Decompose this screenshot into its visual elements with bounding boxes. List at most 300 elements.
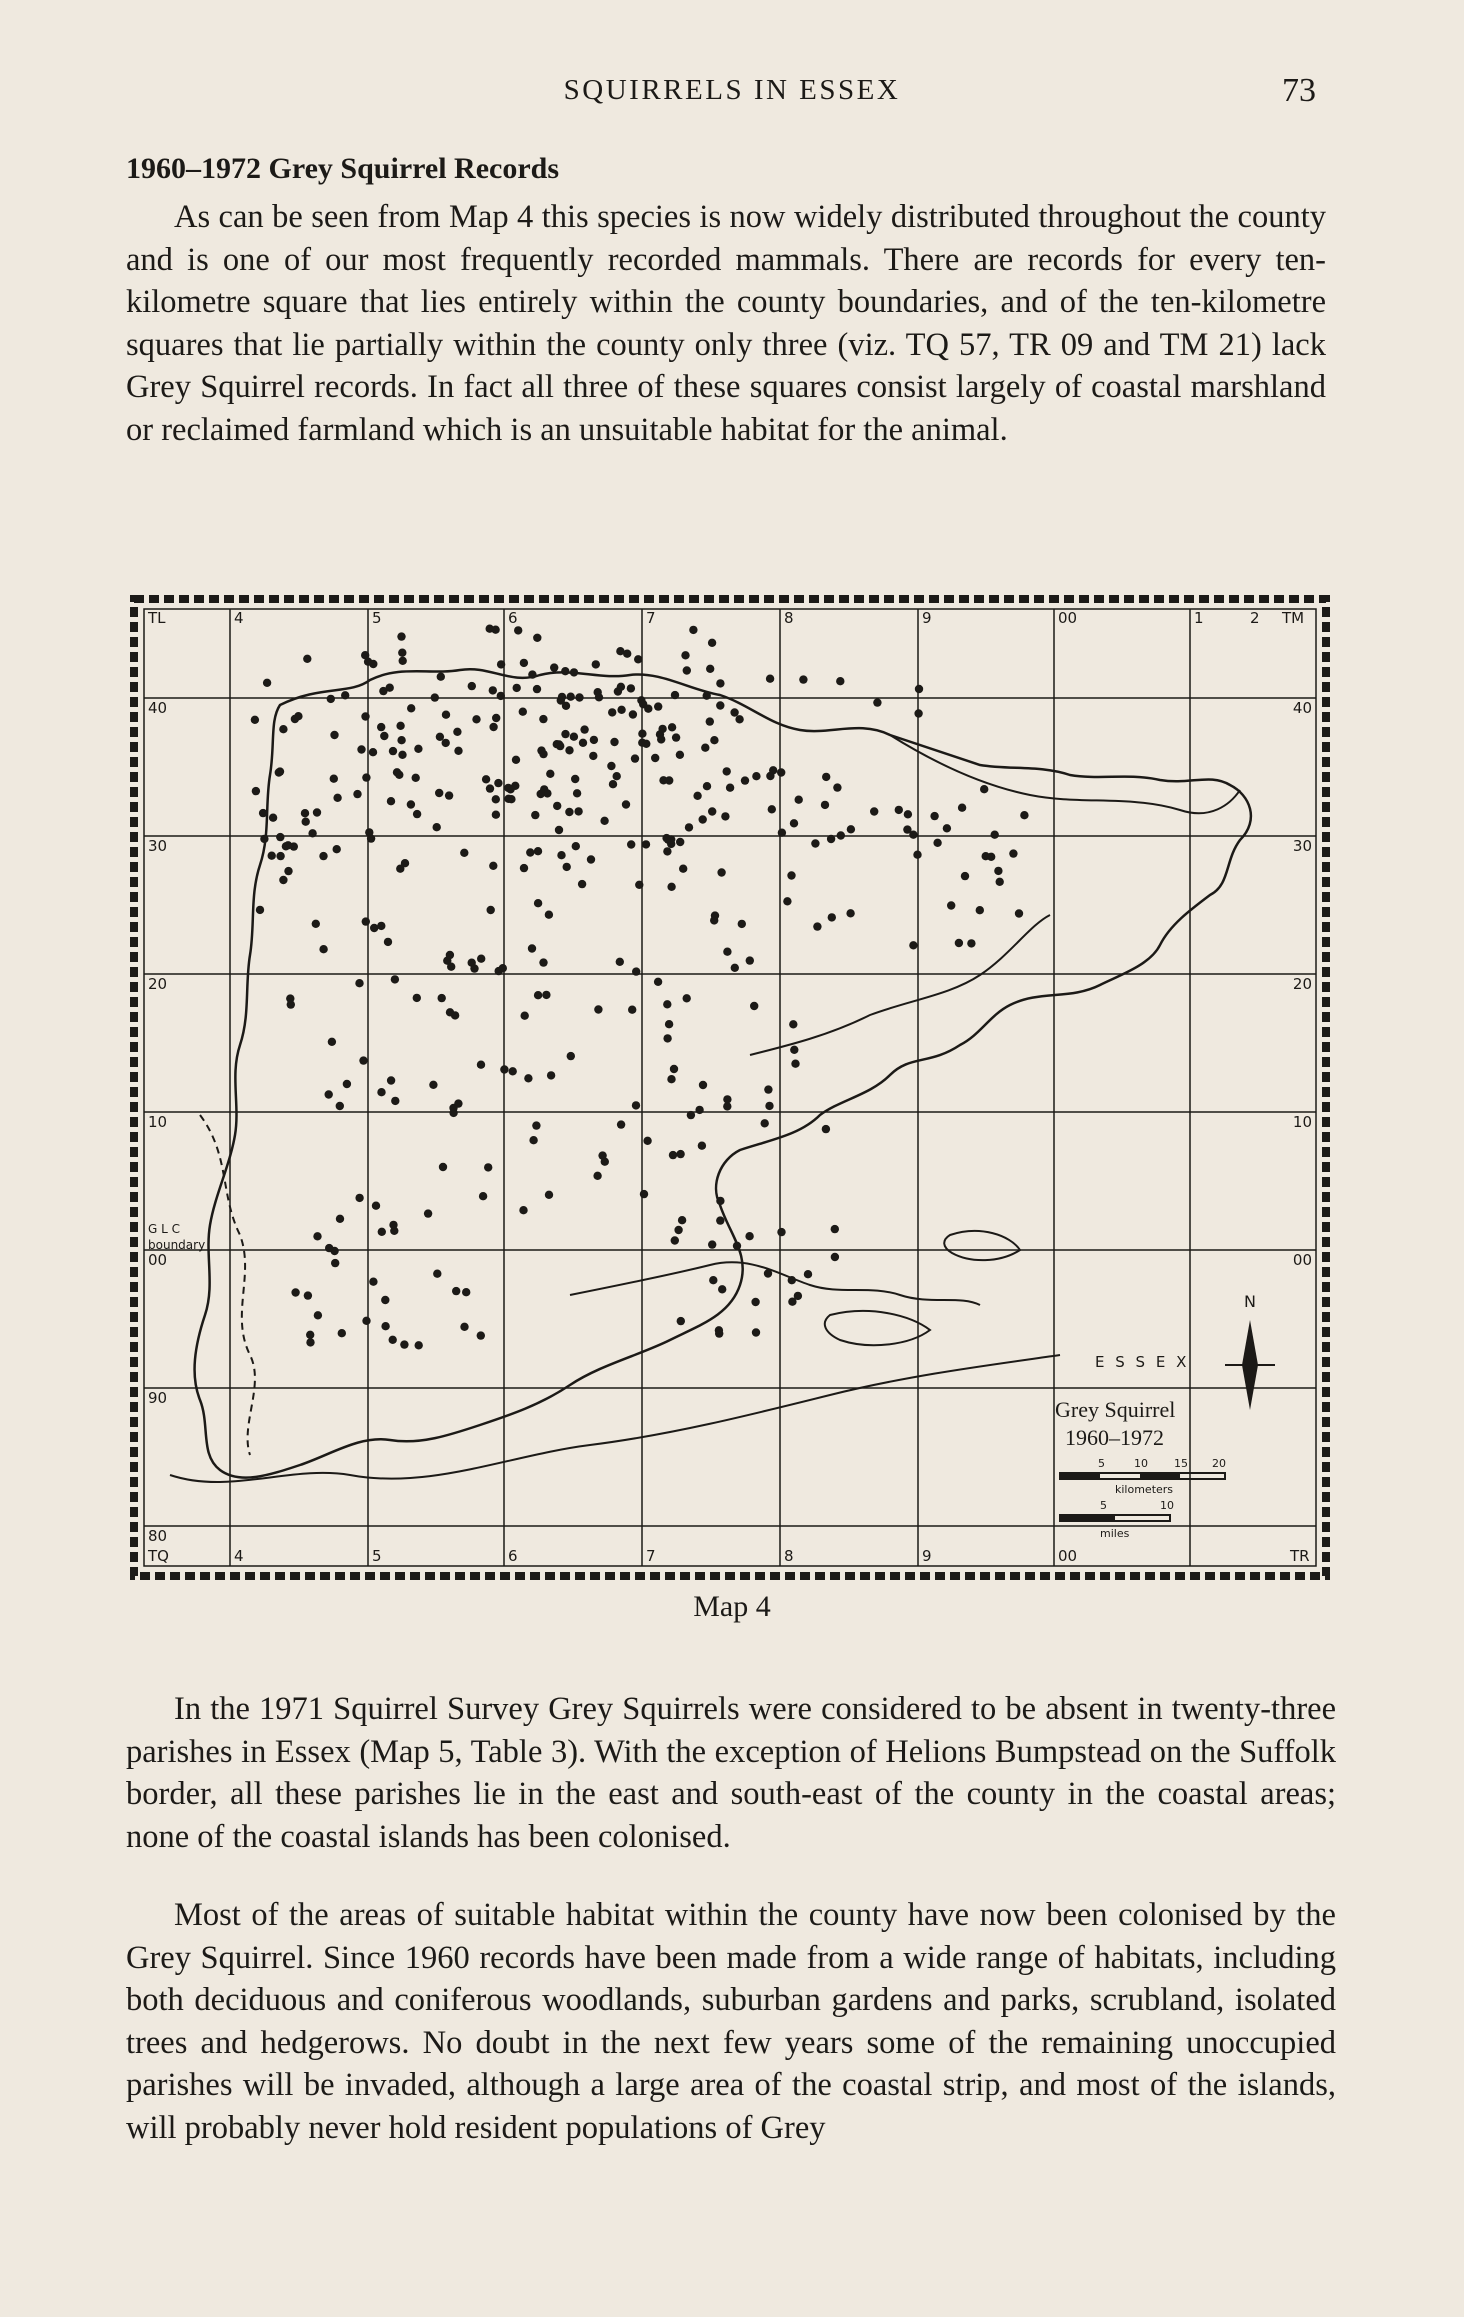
- record-dot: [629, 710, 637, 718]
- record-dot: [497, 692, 505, 700]
- record-dot: [987, 853, 995, 861]
- record-dot: [627, 684, 635, 692]
- record-dot: [398, 751, 406, 759]
- grid-lines: [144, 609, 1316, 1566]
- record-dot: [304, 1291, 312, 1299]
- record-dot: [847, 825, 855, 833]
- record-dot: [319, 945, 327, 953]
- record-dot: [788, 1276, 796, 1284]
- miles-tick: 5: [1100, 1499, 1107, 1512]
- easting-label: 7: [646, 1547, 656, 1565]
- record-dot: [513, 684, 521, 692]
- record-dot: [717, 868, 725, 876]
- record-dot: [442, 739, 450, 747]
- record-dot: [631, 754, 639, 762]
- record-dot: [387, 797, 395, 805]
- record-dot: [313, 1232, 321, 1240]
- record-dot: [449, 1104, 457, 1112]
- running-title: SQUIRRELS IN ESSEX: [563, 74, 901, 106]
- record-dot: [447, 963, 455, 971]
- miles-tick: 10: [1160, 1499, 1174, 1512]
- record-dot: [562, 702, 570, 710]
- record-dot: [833, 783, 841, 791]
- north-label: N: [1244, 1292, 1256, 1311]
- record-dot: [528, 944, 536, 952]
- record-dot: [276, 852, 284, 860]
- northing-label: 40: [1292, 699, 1312, 717]
- record-dot: [452, 1287, 460, 1295]
- easting-labels-top: [147, 609, 1304, 627]
- record-dot: [325, 1244, 333, 1252]
- paragraph-parishes-text: In the 1971 Squirrel Survey Grey Squirrels were considered to be absent in twenty-three parishes in Essex (Map 5, Table 3). With the exception of Helions Bumpstead on the Suffolk border, all these parishes lie in the east and south-east of the county in the coastal areas; none of the coastal islands has been colonised.: [126, 1691, 1336, 1855]
- record-dot: [372, 1202, 380, 1210]
- record-dot: [526, 848, 534, 856]
- record-dot: [553, 802, 561, 810]
- record-dot: [623, 650, 631, 658]
- record-dot: [563, 863, 571, 871]
- record-dot: [330, 775, 338, 783]
- record-dot: [904, 810, 912, 818]
- record-dot: [355, 979, 363, 987]
- record-dot: [699, 1081, 707, 1089]
- record-dot: [961, 872, 969, 880]
- record-dot: [534, 847, 542, 855]
- record-dot: [336, 1215, 344, 1223]
- record-dot: [996, 878, 1004, 886]
- miles-label: miles: [1100, 1527, 1130, 1540]
- record-dot: [752, 1328, 760, 1336]
- record-dot: [570, 733, 578, 741]
- record-dot: [578, 880, 586, 888]
- record-dot: [325, 1090, 333, 1098]
- record-dot: [520, 864, 528, 872]
- northing-label: 00: [1292, 1251, 1312, 1269]
- grid-zone-label: TL: [148, 609, 166, 627]
- record-dot: [976, 906, 984, 914]
- record-dot: [442, 711, 450, 719]
- record-dot: [462, 1288, 470, 1296]
- record-dot: [389, 1336, 397, 1344]
- record-dot: [909, 831, 917, 839]
- record-dot: [433, 823, 441, 831]
- record-dot: [639, 700, 647, 708]
- record-dot: [752, 772, 760, 780]
- easting-label: 2: [1250, 609, 1260, 627]
- record-dot: [913, 851, 921, 859]
- record-dot: [384, 938, 392, 946]
- record-dot: [279, 725, 287, 733]
- record-dot: [822, 773, 830, 781]
- paragraph-parishes: [126, 1688, 1336, 1858]
- record-dot: [723, 1102, 731, 1110]
- record-dot: [600, 817, 608, 825]
- record-dot: [640, 1190, 648, 1198]
- record-dot: [745, 1232, 753, 1240]
- record-dot: [504, 784, 512, 792]
- record-dot: [393, 768, 401, 776]
- record-dot: [477, 955, 485, 963]
- estuary-middle: [750, 915, 1050, 1055]
- record-dot: [695, 1106, 703, 1114]
- record-dot: [377, 1088, 385, 1096]
- map-figure: [130, 595, 1330, 1580]
- record-dot: [276, 833, 284, 841]
- record-dot: [710, 916, 718, 924]
- easting-label: 4: [234, 1547, 244, 1565]
- record-dot: [433, 1270, 441, 1278]
- record-dot: [306, 1338, 314, 1346]
- record-dot: [766, 675, 774, 683]
- record-dot: [730, 708, 738, 716]
- record-dot: [617, 683, 625, 691]
- record-dot: [389, 747, 397, 755]
- record-dot: [362, 773, 370, 781]
- record-dot: [429, 1081, 437, 1089]
- record-dot: [252, 787, 260, 795]
- record-dot: [579, 739, 587, 747]
- record-dot: [282, 842, 290, 850]
- record-dot: [355, 1194, 363, 1202]
- record-dot: [468, 682, 476, 690]
- northing-label: 10: [148, 1113, 168, 1131]
- record-dot: [453, 728, 461, 736]
- distribution-map: [130, 595, 1330, 1580]
- paragraph-habitats-text: Most of the areas of suitable habitat within the county have now been colonised by the Grey Squirrel. Since 1960 records have been made from a wide range of habitats, including both deciduous and coniferous woodlands, suburban gardens and parks, scrubland, isolated trees and hedgerows. No doubt in the next few years some of the remaining unoccupied parishes will be invaded, although a large area of the coastal strip, and most of the islands, will probably never hold resident populations of Grey: [126, 1897, 1336, 2146]
- legend-species: Grey Squirrel: [1055, 1397, 1176, 1422]
- northing-label: 00: [148, 1251, 168, 1269]
- record-dot: [379, 687, 387, 695]
- record-dot: [357, 745, 365, 753]
- record-dot: [710, 736, 718, 744]
- record-dot: [679, 865, 687, 873]
- northing-label: 90: [148, 1389, 168, 1407]
- record-dot: [328, 1038, 336, 1046]
- record-dot: [256, 906, 264, 914]
- record-dot: [634, 655, 642, 663]
- record-dot: [537, 746, 545, 754]
- record-dot: [451, 1011, 459, 1019]
- record-dot: [994, 867, 1002, 875]
- record-dot: [330, 731, 338, 739]
- record-dot: [726, 784, 734, 792]
- easting-label: 00: [1058, 1547, 1078, 1565]
- km-label: kilometers: [1115, 1483, 1174, 1496]
- record-dot: [369, 1278, 377, 1286]
- record-dot: [632, 1101, 640, 1109]
- record-dot: [643, 1137, 651, 1145]
- record-dot: [396, 722, 404, 730]
- record-dot: [667, 835, 675, 843]
- record-dot: [260, 835, 268, 843]
- record-dot: [414, 745, 422, 753]
- grid-zone-label: TM: [1282, 609, 1305, 627]
- record-dot: [529, 1136, 537, 1144]
- record-dot: [716, 701, 724, 709]
- record-dot: [504, 795, 512, 803]
- record-dot: [509, 1067, 517, 1075]
- record-dot: [831, 1225, 839, 1233]
- record-dot: [723, 767, 731, 775]
- record-dot: [573, 789, 581, 797]
- record-dot: [489, 686, 497, 694]
- record-dot: [738, 920, 746, 928]
- record-dot: [407, 704, 415, 712]
- record-dot: [821, 801, 829, 809]
- record-dot: [778, 829, 786, 837]
- record-dot: [557, 851, 565, 859]
- record-dot: [668, 723, 676, 731]
- easting-label: 00: [1058, 609, 1078, 627]
- record-dot: [268, 852, 276, 860]
- record-dot: [286, 994, 294, 1002]
- record-dot: [546, 770, 554, 778]
- record-dot: [460, 1323, 468, 1331]
- map-inner-border: [144, 609, 1316, 1566]
- km-tick: 20: [1212, 1457, 1226, 1470]
- paragraph-intro: [126, 196, 1326, 451]
- record-dot: [380, 732, 388, 740]
- record-dot: [378, 1228, 386, 1236]
- record-dot: [663, 1000, 671, 1008]
- record-dot: [537, 790, 545, 798]
- record-dot: [822, 1125, 830, 1133]
- record-dot: [594, 1005, 602, 1013]
- record-dot: [290, 842, 298, 850]
- record-dot: [676, 751, 684, 759]
- easting-label: 9: [922, 1547, 932, 1565]
- record-dot: [333, 845, 341, 853]
- record-dot: [377, 723, 385, 731]
- paragraph-habitats: [126, 1894, 1336, 2149]
- km-tick: 10: [1134, 1457, 1148, 1470]
- record-dot: [494, 779, 502, 787]
- record-dot: [765, 1102, 773, 1110]
- record-dot: [533, 685, 541, 693]
- record-dot: [671, 691, 679, 699]
- record-dot: [589, 752, 597, 760]
- record-dot: [594, 688, 602, 696]
- record-dot: [398, 649, 406, 657]
- northing-labels-left: [148, 699, 167, 1545]
- record-dot: [617, 1120, 625, 1128]
- record-dot: [676, 838, 684, 846]
- record-dot: [828, 913, 836, 921]
- km-tick: 5: [1098, 1457, 1105, 1470]
- record-dot: [491, 626, 499, 634]
- easting-label: 6: [508, 1547, 518, 1565]
- record-dot: [609, 780, 617, 788]
- record-dot: [435, 789, 443, 797]
- record-dot: [312, 920, 320, 928]
- northing-label: 80: [148, 1527, 168, 1545]
- record-dot: [439, 1163, 447, 1171]
- record-dot: [561, 667, 569, 675]
- record-dot: [567, 693, 575, 701]
- northing-label: 30: [148, 837, 168, 855]
- record-dot: [667, 1075, 675, 1083]
- record-dot: [789, 1020, 797, 1028]
- record-dot: [545, 911, 553, 919]
- record-dot: [718, 1285, 726, 1293]
- record-dot: [413, 810, 421, 818]
- record-dot: [787, 871, 795, 879]
- record-dot: [587, 855, 595, 863]
- record-dot: [783, 897, 791, 905]
- record-dot: [967, 939, 975, 947]
- record-dot: [539, 715, 547, 723]
- record-dot: [555, 826, 563, 834]
- record-dot: [909, 941, 917, 949]
- record-dot: [799, 675, 807, 683]
- record-dot: [750, 1002, 758, 1010]
- record-dot: [676, 1150, 684, 1158]
- record-dot: [777, 1228, 785, 1236]
- record-dot: [628, 1006, 636, 1014]
- record-dot: [477, 1061, 485, 1069]
- record-dot: [472, 715, 480, 723]
- record-dot: [616, 958, 624, 966]
- easting-label: 6: [508, 609, 518, 627]
- record-dot: [359, 1056, 367, 1064]
- northing-label: 20: [1292, 975, 1312, 993]
- record-dot: [659, 776, 667, 784]
- record-dot: [269, 814, 277, 822]
- record-dot: [519, 708, 527, 716]
- record-dot: [943, 824, 951, 832]
- record-dot: [607, 762, 615, 770]
- record-dot: [528, 670, 536, 678]
- record-dot: [716, 679, 724, 687]
- record-dot: [693, 792, 701, 800]
- record-dot: [547, 1071, 555, 1079]
- easting-label: 4: [234, 609, 244, 627]
- map-legend: [1055, 1353, 1226, 1540]
- record-dot: [638, 730, 646, 738]
- record-dot: [313, 808, 321, 816]
- paragraph-intro-text: As can be seen from Map 4 this species is now widely distributed throughout the county and is one of our most frequently recorded mammals. There are records for every ten-kilometre square that lies entirely within the county boundaries, and of the ten-kilometre squares that lie partially within the county only three (viz. TQ 57, TR 09 and TM 21) lack Grey Squirrel records. In fact all three of these squares consist largely of coastal marshland or reclaimed farmland which is an unsuitable habitat for the animal.: [126, 199, 1326, 448]
- record-dot: [681, 651, 689, 659]
- record-dot: [327, 695, 335, 703]
- record-dot: [827, 835, 835, 843]
- record-dot: [709, 1276, 717, 1284]
- record-dot: [251, 716, 259, 724]
- record-dot: [387, 1076, 395, 1084]
- record-dot: [706, 717, 714, 725]
- northing-label: 40: [148, 699, 168, 717]
- record-dot: [777, 768, 785, 776]
- record-dot: [275, 768, 283, 776]
- record-dot: [484, 1163, 492, 1171]
- record-dot: [353, 790, 361, 798]
- record-dot: [701, 744, 709, 752]
- record-dot: [361, 712, 369, 720]
- record-dot: [534, 991, 542, 999]
- county-outline: [195, 669, 1251, 1477]
- record-dot: [369, 748, 377, 756]
- record-dot: [955, 939, 963, 947]
- record-dot: [397, 632, 405, 640]
- easting-label: 7: [646, 609, 656, 627]
- record-dot: [791, 1060, 799, 1068]
- record-dot: [492, 795, 500, 803]
- grid-zone-label: TQ: [148, 1547, 169, 1565]
- record-dot: [306, 1331, 314, 1339]
- record-dot: [333, 794, 341, 802]
- record-dot: [499, 964, 507, 972]
- record-dot: [412, 774, 420, 782]
- record-dot: [542, 991, 550, 999]
- record-dot: [533, 634, 541, 642]
- record-dot: [674, 1226, 682, 1234]
- glc-label-line1: G L C: [148, 1222, 180, 1236]
- record-dot: [608, 708, 616, 716]
- record-dot: [407, 800, 415, 808]
- record-dot: [846, 909, 854, 917]
- record-dot: [741, 776, 749, 784]
- record-dot: [665, 1020, 673, 1028]
- record-dot: [400, 1340, 408, 1348]
- record-dot: [715, 1329, 723, 1337]
- record-dot: [415, 1341, 423, 1349]
- record-dot: [790, 1046, 798, 1054]
- record-dot: [751, 1298, 759, 1306]
- record-dot: [308, 829, 316, 837]
- record-dot: [521, 1012, 529, 1020]
- record-dot: [399, 657, 407, 665]
- record-dot: [804, 1270, 812, 1278]
- record-dot: [532, 1121, 540, 1129]
- record-dot: [813, 922, 821, 930]
- record-dot: [424, 1209, 432, 1217]
- record-dot: [746, 956, 754, 964]
- record-dot: [958, 804, 966, 812]
- record-dot: [401, 859, 409, 867]
- record-dot: [545, 1191, 553, 1199]
- record-dot: [470, 964, 478, 972]
- easting-label: 1: [1194, 609, 1204, 627]
- record-dot: [259, 809, 267, 817]
- record-dot: [284, 867, 292, 875]
- record-dot: [500, 1065, 508, 1073]
- island: [825, 1311, 930, 1345]
- record-dot: [343, 1080, 351, 1088]
- record-dot: [413, 994, 421, 1002]
- record-dot: [703, 782, 711, 790]
- record-dot: [580, 725, 588, 733]
- record-dot: [336, 1102, 344, 1110]
- record-dot: [642, 740, 650, 748]
- record-dot: [716, 1197, 724, 1205]
- record-dot: [610, 738, 618, 746]
- record-dot: [389, 1221, 397, 1229]
- record-dot: [768, 805, 776, 813]
- record-dot: [1009, 849, 1017, 857]
- record-dot: [733, 1242, 741, 1250]
- legend-years: 1960–1972: [1065, 1425, 1164, 1450]
- record-dot: [654, 702, 662, 710]
- record-dot: [723, 948, 731, 956]
- record-dot: [708, 1240, 716, 1248]
- record-dot: [524, 1074, 532, 1082]
- record-dot: [479, 1192, 487, 1200]
- record-dot: [514, 626, 522, 634]
- record-dot: [788, 1298, 796, 1306]
- record-dot: [1015, 909, 1023, 917]
- legend-county: E S S E X: [1095, 1353, 1190, 1371]
- record-dot: [377, 922, 385, 930]
- record-dot: [301, 809, 309, 817]
- record-dot: [731, 964, 739, 972]
